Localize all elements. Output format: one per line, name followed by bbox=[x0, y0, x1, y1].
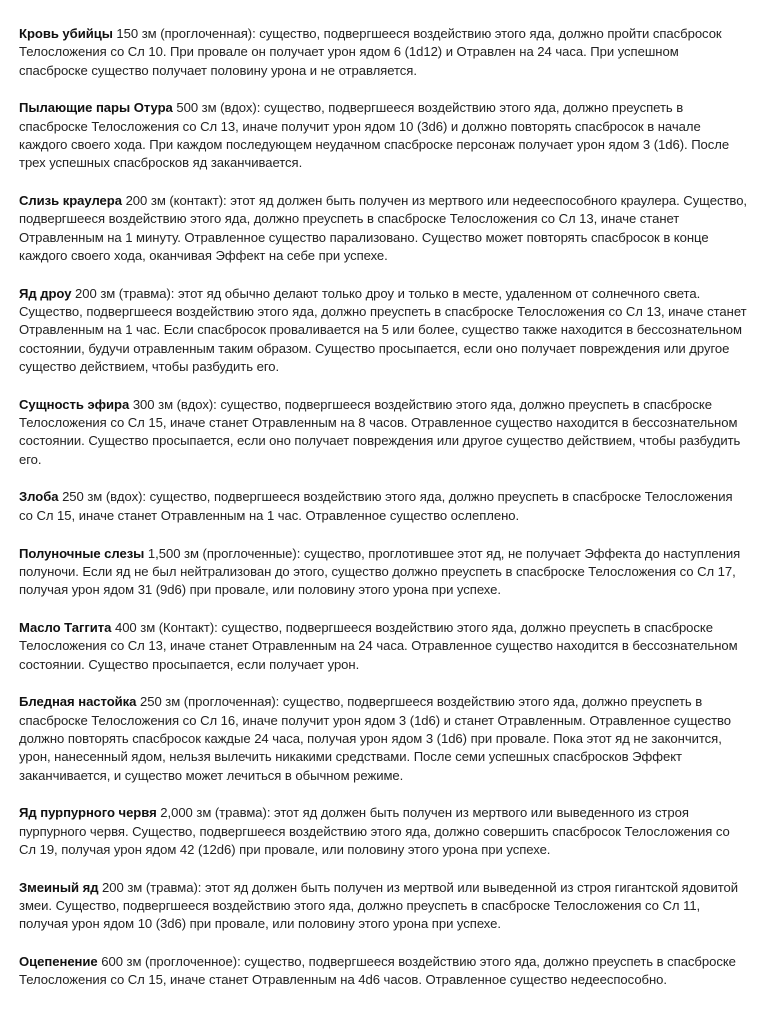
poison-name: Яд дроу bbox=[19, 285, 72, 301]
poison-name: Злоба bbox=[19, 489, 59, 505]
poison-description: 300 зм (вдох): существо, подвергшееся воздействию этого яда, должно преуспеть в спасброске Телосложения со Сл 15, иначе станет Отравленным на 8 часов. Отравленное существо находится в бессознательном состоянии. Существо просыпается, если оно получает повреждения или другое существо действием, чтобы разбудить его. bbox=[19, 396, 741, 467]
poison-name: Масло Таггита bbox=[19, 619, 112, 635]
poison-description: 150 зм (проглоченная): существо, подвергшееся воздействию этого яда, должно пройти спасбросок Телосложения со Сл 10. При провале он получает урон ядом 6 (1d12) и Отравлен на 24 часа. При успешном спасброске существо получает половину урона и не отравляется. bbox=[19, 26, 722, 78]
poison-description: 500 зм (вдох): существо, подвергшееся воздействию этого яда, должно преуспеть в спасброске Телосложения со Сл 13, иначе получит урон ядом 10 (3d6) и должно повторять спасбросок в начале каждого своего хода. При каждом последующем неудачном спасброске персонаж получает урон ядом 3 (1d6). После трех успешных спасбросков яд заканчивается. bbox=[19, 100, 730, 171]
poison-name: Полуночные слезы bbox=[19, 545, 145, 561]
poison-entry bbox=[19, 545, 749, 600]
poison-list bbox=[19, 25, 749, 1009]
poison-name: Оцепенение bbox=[19, 954, 98, 970]
poison-description: 200 зм (травма): этот яд должен быть получен из мертвой или выведенной из строя гигантской ядовитой змеи. Существо, подвергшееся воздействию этого яда, должно преуспеть в спасброске Телосложения со Сл 11, получая урон ядом 10 (3d6) при провале, или половину этого урона при успехе. bbox=[19, 879, 738, 932]
poison-name: Сущность эфира bbox=[19, 396, 130, 412]
poison-description: 400 зм (Контакт): существо, подвергшееся воздействию этого яда, должно преуспеть в спасброске Телосложения со Сл 13, иначе станет Отравленным на 24 часа. Отравленное существо находится в бессознательном состоянии. Существо просыпается, если получает урон. bbox=[19, 619, 738, 672]
poison-entry bbox=[19, 285, 749, 376]
poison-entry bbox=[19, 693, 749, 784]
poison-description: 2,000 зм (травма): этот яд должен быть получен из мертвого или выведенного из строя пурпурного червя. Существо, подвергшееся воздействию этого яда, должно совершить спасбросок Телосложения со Сл 19, получая урон ядом 42 (12d6) при провале, или половину этого урона при успехе. bbox=[19, 805, 730, 857]
poison-description: 250 зм (вдох): существо, подвергшееся воздействию этого яда, должно преуспеть в спасброске Телосложения со Сл 15, иначе станет Отравленным на 1 час. Отравленное существо ослеплено. bbox=[19, 489, 733, 523]
poison-entry bbox=[19, 396, 749, 469]
poison-entry bbox=[19, 192, 749, 265]
poison-name: Яд пурпурного червя bbox=[19, 805, 157, 821]
poison-entry bbox=[19, 804, 749, 859]
poison-entry bbox=[19, 25, 749, 80]
poison-entry bbox=[19, 619, 749, 674]
poison-entry bbox=[19, 488, 749, 525]
poison-entry bbox=[19, 99, 749, 172]
poison-name: Пылающие пары Отура bbox=[19, 100, 173, 116]
poison-entry bbox=[19, 953, 749, 990]
poison-name: Змеиный яд bbox=[19, 879, 99, 895]
poison-description: 200 зм (травма): этот яд обычно делают только дроу и только в месте, удаленном от солнечного света. Существо, подвергшееся воздействию этого яда, должно преуспеть в спасброске Телосложения со Сл 13, иначе станет Отравленным на 1 час. Если спасбросок проваливается на 5 или более, существо также находится в бессознательном состоянии, будучи отравленным таким образом. Существо просыпается, если оно получает повреждения или другое существо действием, чтобы разбудить его. bbox=[19, 285, 747, 374]
poison-name: Слизь краулера bbox=[19, 193, 122, 209]
poison-entry bbox=[19, 879, 749, 934]
poison-description: 600 зм (проглоченное): существо, подвергшееся воздействию этого яда, должно преуспеть в спасброске Телосложения со Сл 15, иначе станет Отравленным на 4d6 часов. Отравленное существо недееспособно. bbox=[19, 954, 736, 988]
poison-name: Бледная настойка bbox=[19, 694, 137, 710]
poison-description: 1,500 зм (проглоченные): существо, проглотившее этот яд, не получает Эффекта до наступления полуночи. Если яд не был нейтрализован до этого, существо должно преуспеть в спасброске Телосложения со Сл 17, получая урон ядом 31 (9d6) при провале, или половину этого урона при успехе. bbox=[19, 545, 741, 598]
poison-name: Кровь убийцы bbox=[19, 26, 113, 41]
poison-description: 250 зм (проглоченная): существо, подвергшееся воздействию этого яда, должно преуспеть в спасброске Телосложения со Сл 16, иначе получит урон ядом 3 (1d6) и станет Отравленным. Отравленное существо должно повторять спасбросок каждые 24 часа, получая урон ядом 3 (1d6) при провале. Пока этот яд не закончится, урон, нанесенный ядом, нельзя вылечить никакими средствами. После семи успешных спасбросков Эффект заканчивается, и существо может лечиться в обычном режиме. bbox=[19, 694, 732, 783]
poison-description: 200 зм (контакт): этот яд должен быть получен из мертвого или недееспособного краулера. Существо, подвергшееся воздействию этого яда, должно преуспеть в спасброске Телосложения со Сл 13, иначе станет Отравленным на 1 минуту. Отравленное существо парализовано. Существо может повторять спасбросок в конце каждого своего хода, оканчивая Эффект на себе при успехе. bbox=[19, 193, 748, 263]
